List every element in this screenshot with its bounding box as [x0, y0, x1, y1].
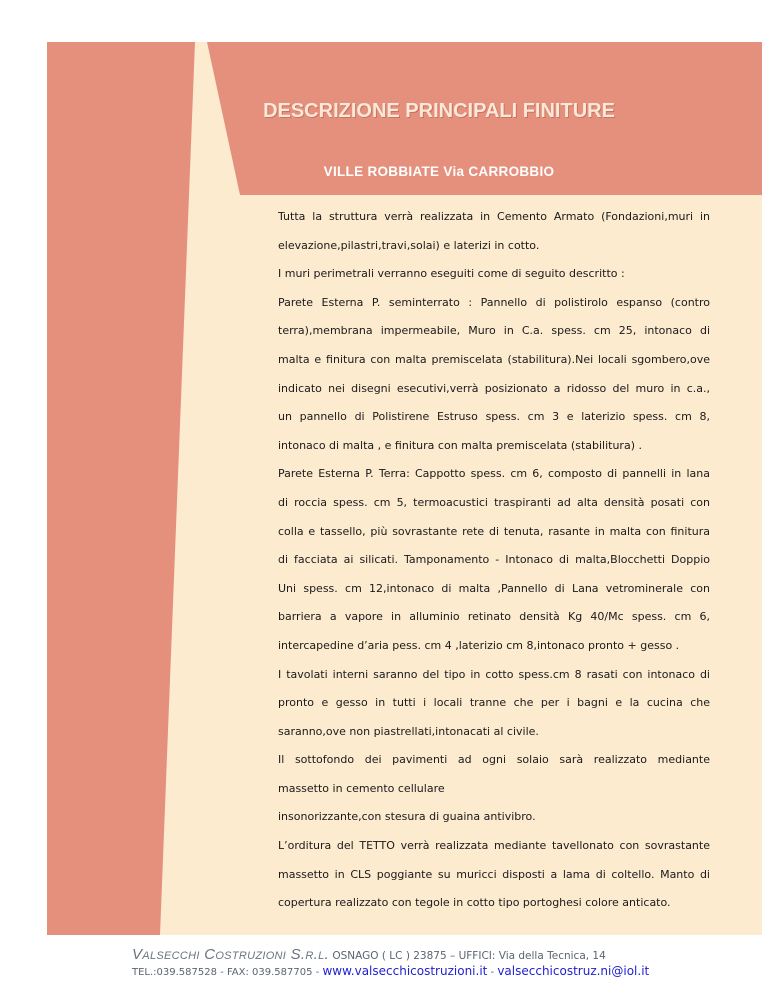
footer-company-line — [132, 946, 752, 963]
body-line: L’orditura del TETTO verrà realizzata mediante tavellonato con sovrastante — [278, 839, 710, 853]
body-line: un pannello di Polistirene Estruso spess. cm 3 e laterizio spess. cm 8, — [278, 410, 710, 424]
body-line: elevazione,pilastri,travi,solai) e laterizi in cotto. — [278, 238, 540, 252]
body-line: di facciata ai silicati. Tamponamento - Intonaco di malta,Blocchetti Doppio — [278, 553, 710, 567]
body-line: barriera a vapore in alluminio retinato densità Kg 40/Mc spess. cm 6, — [278, 610, 710, 624]
body-line: Uni spess. cm 12,intonaco di malta ,Pannello di Lana vetrominerale con — [278, 581, 710, 595]
body-line: terra),membrana impermeabile, Muro in C.a. spess. cm 25, intonaco di — [278, 324, 710, 338]
body-line: malta e finitura con malta premiscelata (stabilitura).Nei locali sgombero,ove — [278, 352, 710, 366]
body-line: I muri perimetrali verranno eseguiti come di seguito descritto : — [278, 267, 625, 281]
body-line: Parete Esterna P. seminterrato : Pannello di polistirolo espanso (contro — [278, 295, 710, 309]
phone-fax: TEL.:039.587528 - FAX: 039.587705 - — [132, 967, 323, 978]
body-line: di roccia spess. cm 5, termoacustici traspiranti ad alta densità posati con — [278, 495, 710, 509]
body-line: Il sottofondo dei pavimenti ad ogni solaio sarà realizzato mediante — [278, 753, 710, 767]
body-line: pronto e gesso in tutti i locali tranne che per i bagni e la cucina che — [278, 696, 710, 710]
website-link[interactable]: www.valsecchicostruzioni.it — [322, 964, 488, 978]
email-link[interactable]: valsecchicostruz.ni@iol.it — [497, 964, 650, 978]
body-line: massetto in CLS poggiante su muricci disposti a lama di coltello. Manto di — [278, 867, 710, 881]
body-line: intercapedine d’aria pess. cm 4 ,laterizio cm 8,intonaco pronto + gesso . — [278, 638, 680, 652]
footer-contact-line — [132, 964, 752, 978]
body-line: Parete Esterna P. Terra: Cappotto spess. cm 6, composto di pannelli in lana — [278, 467, 710, 481]
description-body — [278, 203, 710, 918]
body-line: colla e tassello, più sovrastante rete di tenuta, rasante in malta con finitura — [278, 524, 710, 538]
page-title: DESCRIZIONE PRINCIPALI FINITURE — [263, 100, 615, 122]
body-line: intonaco di malta , e finitura con malta premiscelata (stabilitura) . — [278, 438, 642, 452]
body-line: massetto in cemento cellulare — [278, 781, 445, 795]
company-name: Valsecchi Costruzioni S.r.l. — [132, 946, 329, 963]
body-line: Tutta la struttura verrà realizzata in Cemento Armato (Fondazioni,muri in — [278, 210, 710, 223]
footer-separator: - — [487, 967, 498, 978]
body-line: I tavolati interni saranno del tipo in cotto spess.cm 8 rasati con intonaco di — [278, 667, 710, 681]
body-line: insonorizzante,con stesura di guaina antivibro. — [278, 810, 536, 824]
body-line: copertura realizzato con tegole in cotto tipo portoghesi colore anticato. — [278, 896, 671, 910]
body-line: indicato nei disegni esecutivi,verrà posizionato a ridosso del muro in c.a., — [278, 381, 710, 395]
body-line: saranno,ove non piastrellati,intonacati al civile. — [278, 724, 539, 738]
company-address: OSNAGO ( LC ) 23875 – UFFICI: Via della Tecnica, 14 — [332, 950, 606, 962]
page-subtitle: VILLE ROBBIATE Via CARROBBIO — [323, 164, 555, 179]
